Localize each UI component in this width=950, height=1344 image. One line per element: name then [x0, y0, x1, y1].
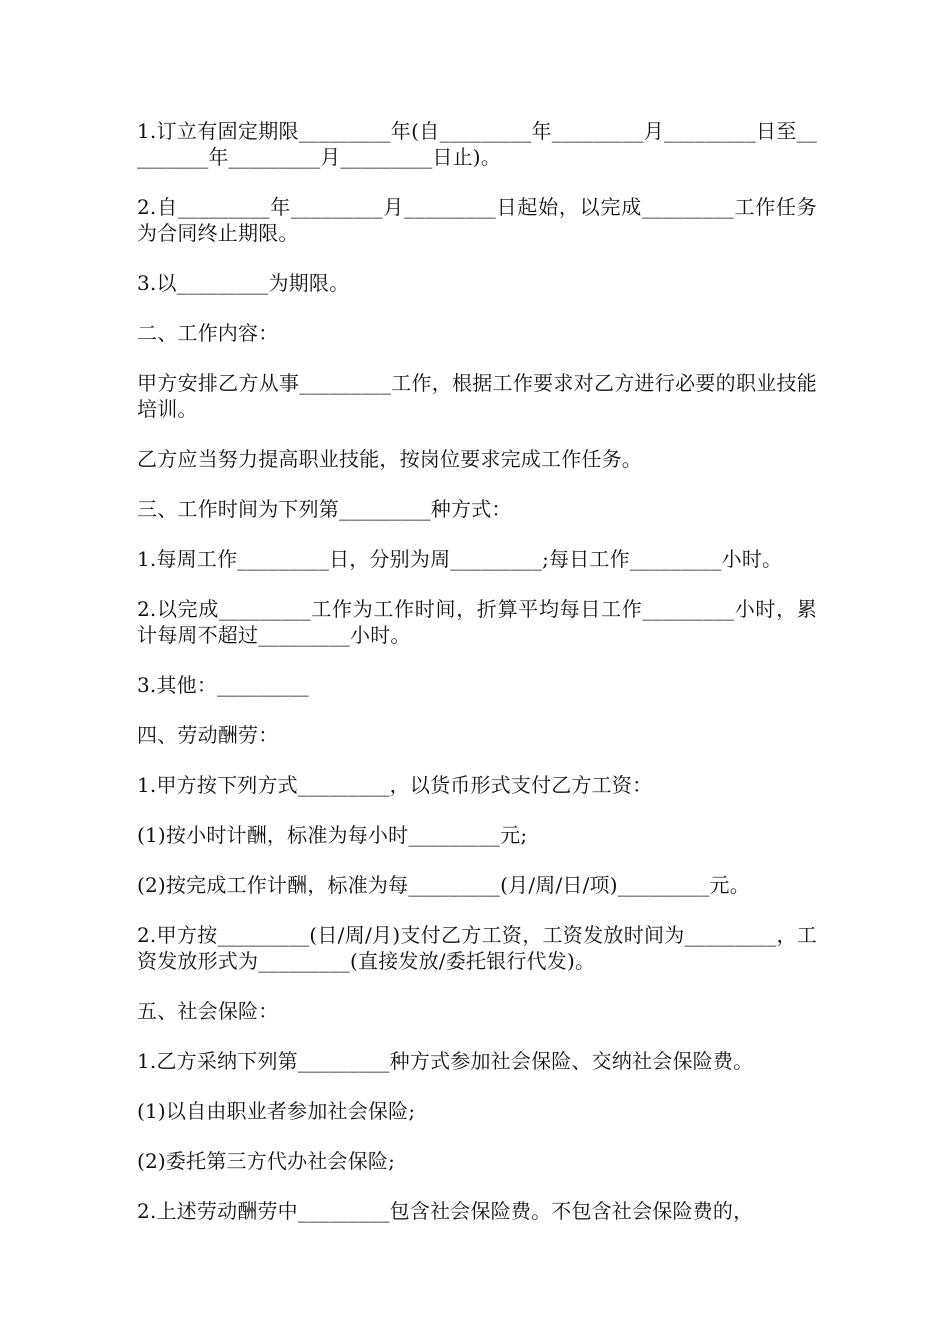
section-heading-social-insurance: 五、社会保险： [137, 999, 279, 1023]
clause-insurance-included: 2.上述劳动酬劳中_________包含社会保险费。不包含社会保险费的， [137, 1199, 754, 1223]
clause-task-pay: (2)按完成工作计酬，标准为每_________(月/周/日/项)_________元。 [137, 873, 750, 897]
document-page [137, 118, 817, 1248]
clause-task-hours: 2.以完成_________工作为工作时间，折算平均每日工作_________小时，累计每周不超过_________小时。 [137, 597, 817, 647]
clause-pay-schedule: 2.甲方按_________(日/周/月)支付乙方工资，工资发放时间为_________，工资发放形式为_________(直接发放/委托银行代发)。 [137, 923, 817, 973]
clause-payment-method: 1.甲方按下列方式_________，以货币形式支付乙方工资： [137, 773, 653, 797]
clause-task-term: 2.自_________年_________月_________日起始，以完成_________工作任务为合同终止期限。 [137, 195, 817, 245]
section-heading-work-content: 二、工作内容： [137, 321, 279, 345]
clause-period: 3.以_________为期限。 [137, 271, 350, 295]
clause-insurance-option-1: (1)以自由职业者参加社会保险; [137, 1099, 416, 1123]
clause-fixed-term: 1.订立有固定期限_________年(自_________年_________月_________日至_________年_________月_________日止)。 [137, 119, 817, 169]
clause-work-assignment: 甲方安排乙方从事_________工作，根据工作要求对乙方进行必要的职业技能培训。 [137, 371, 817, 421]
section-heading-remuneration: 四、劳动酬劳： [137, 723, 279, 747]
clause-insurance-option-2: (2)委托第三方代办社会保险; [137, 1149, 396, 1173]
clause-insurance-method: 1.乙方采纳下列第_________种方式参加社会保险、交纳社会保险费。 [137, 1049, 754, 1073]
clause-weekly-hours: 1.每周工作_________日，分别为周_________;每日工作_________小时。 [137, 547, 783, 571]
clause-skill-improvement: 乙方应当努力提高职业技能，按岗位要求完成工作任务。 [137, 447, 642, 471]
section-heading-work-time: 三、工作时间为下列第_________种方式： [137, 497, 512, 521]
clause-other-time: 3.其他：_________ [137, 673, 309, 697]
clause-hourly-pay: (1)按小时计酬，标准为每小时_________元; [137, 823, 528, 847]
